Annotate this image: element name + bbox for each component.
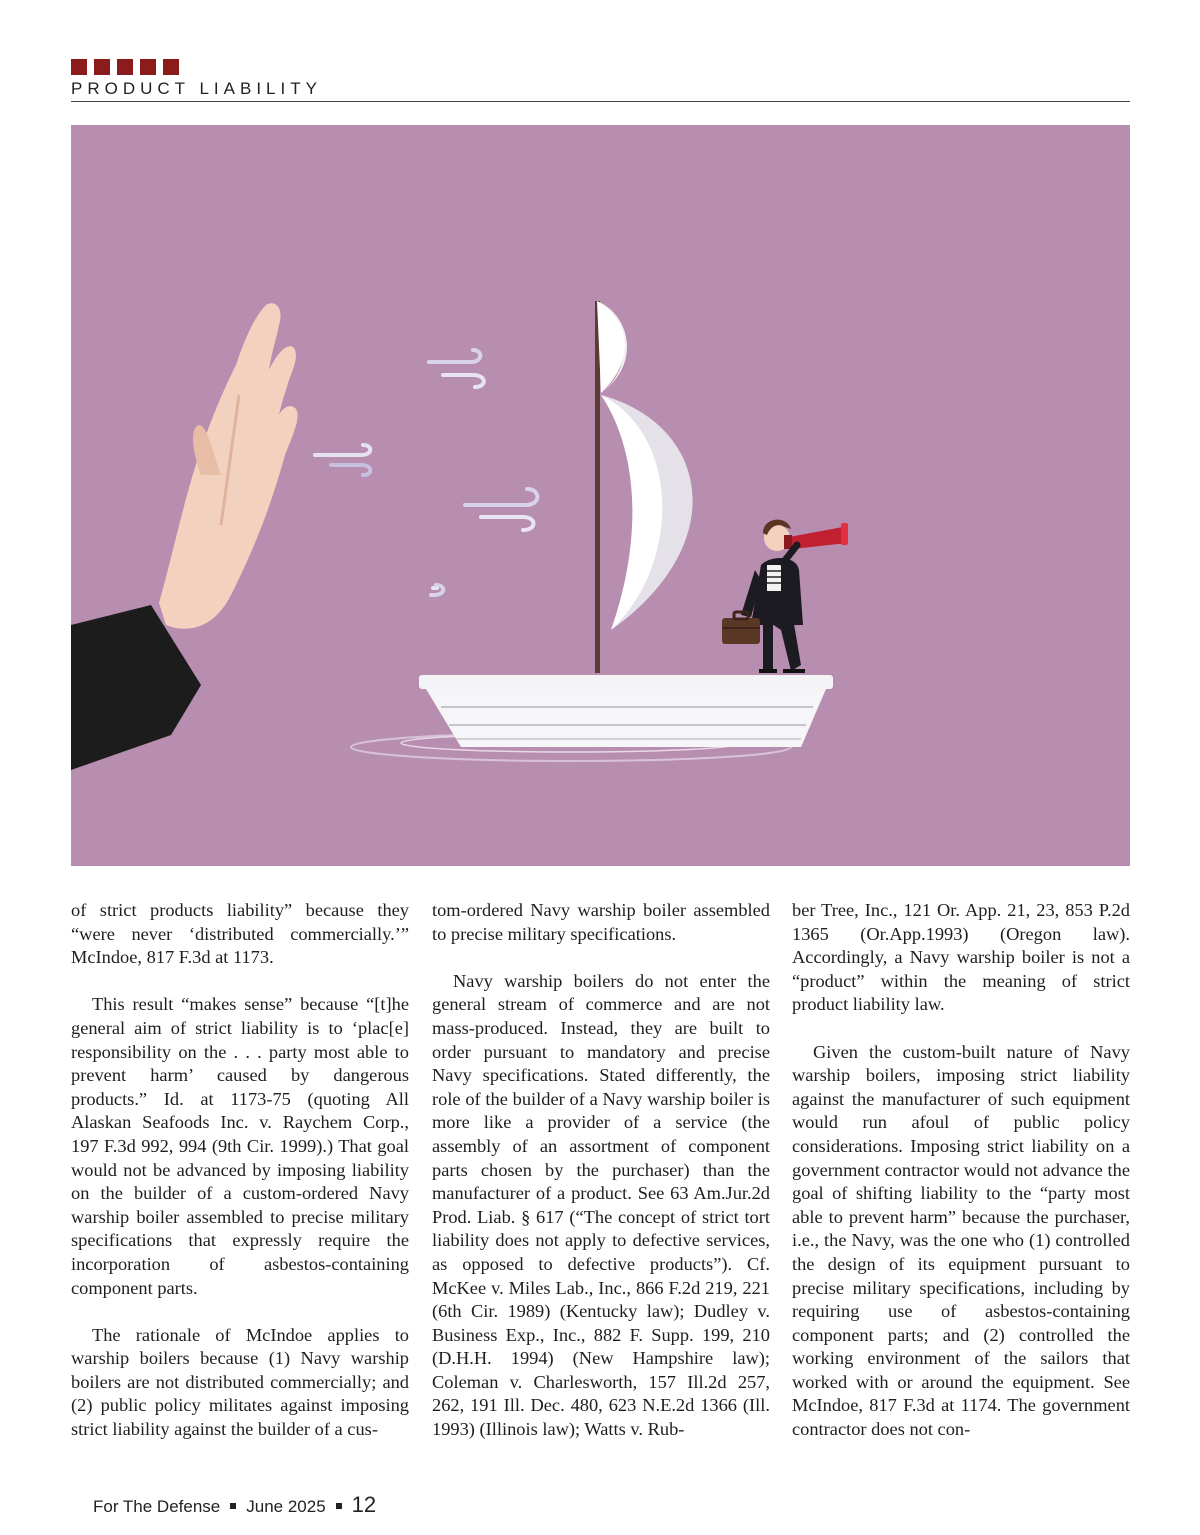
page-footer: [93, 1492, 376, 1518]
paragraph: Navy warship boilers do not enter the general stream of commerce and are not mass-produced. Instead, they are built to order pursuant to mandatory and precise Navy specifications. Stated differently, the role of the builder of a Navy warship boiler is more like a provider of a service (the assembly of an assortment of component parts chosen by the purchaser) than the manufacturer of a product. See 63 Am.Jur.2d Prod. Liab. § 617 (“The concept of strict tort liability does not apply to defective services, as opposed to defective products”). Cf. McKee v. Miles Lab., Inc., 866 F.2d 219, 221 (6th Cir. 1989) (Kentucky law); Dudley v. Business Exp., Inc., 882 F. Supp. 199, 210 (D.H.H. 1994) (New Hampshire law); Coleman v. Charlesworth, 157 Ill.2d 257, 262, 191 Ill. Dec. 480, 623 N.E.2d 1366 (Ill. 1993) (Illinois law); Watts v. Rub-: [432, 970, 770, 1440]
page-number: 12: [351, 1492, 377, 1517]
paragraph: of strict products liability” because they “were never ‘distributed commercially.’” McIndoe, 817 F.3d at 1173.: [71, 900, 409, 968]
header-rule: [71, 101, 1130, 102]
sailboat-icon: [351, 301, 833, 761]
separator-bullet: [230, 1503, 236, 1509]
publication-name: For The Defense: [93, 1497, 221, 1516]
marker-square: [163, 59, 179, 75]
marker-square: [71, 59, 87, 75]
marker-square: [140, 59, 156, 75]
section-marker-squares: [71, 59, 179, 75]
paragraph: The rationale of McIndoe applies to warship boilers because (1) Navy warship boilers are not distributed commercially; and (2) public policy militates against imposing strict liability against the builder of a cus-: [71, 1324, 409, 1440]
paragraph: This result “makes sense” because “[t]he general aim of strict liability is to ‘plac[e] responsibility on the . . . party most able to prevent harm’ caused by dangerous products.” Id. at 1173-75 (quoting All Alaskan Seafoods Inc. v. Raychem Corp., 197 F.3d 992, 994 (9th Cir. 1999).) That goal would not be advanced by imposing liability on the builder of a custom-ordered Navy warship boiler assembled to precise military specifications that expressly require the incorporation of asbestos-containing component parts.: [71, 994, 409, 1298]
paragraph: tom-ordered Navy warship boiler assembled to precise military specifications.: [432, 900, 770, 944]
paragraph: ber Tree, Inc., 121 Or. App. 21, 23, 853 P.2d 1365 (Or.App.1993) (Oregon law). Accordingly, a Navy warship boiler is not a “product” within the meaning of strict product liability law.: [792, 900, 1130, 1015]
article-illustration: [71, 125, 1130, 866]
marker-square: [94, 59, 110, 75]
telescope-icon: [783, 523, 848, 563]
issue-date: June 2025: [246, 1497, 326, 1516]
text-column-2: [432, 899, 770, 1465]
paragraph: Given the custom-built nature of Navy warship boilers, imposing strict liability against the manufacturer of such equipment would run afoul of public policy considerations. Imposing strict liability on a government contractor would not advance the goal of shifting liability to the “party most able to prevent harm” because the purchaser, i.e., the Navy, was the one who (1) controlled the design of its equipment pursuant to precise military specifications, including by requiring use of asbestos-containing component parts; and (2) controlled the working environment of the sailors that worked with or around the equipment. See McIndoe, 817 F.3d at 1174. The government contractor does not con-: [792, 1041, 1130, 1440]
separator-bullet: [336, 1503, 342, 1509]
section-title: PRODUCT LIABILITY: [71, 79, 322, 98]
text-column-1: [71, 899, 409, 1465]
marker-square: [117, 59, 133, 75]
wind-gust-icon: [315, 350, 537, 595]
text-column-3: [792, 899, 1130, 1465]
stop-hand-icon: [71, 303, 298, 770]
